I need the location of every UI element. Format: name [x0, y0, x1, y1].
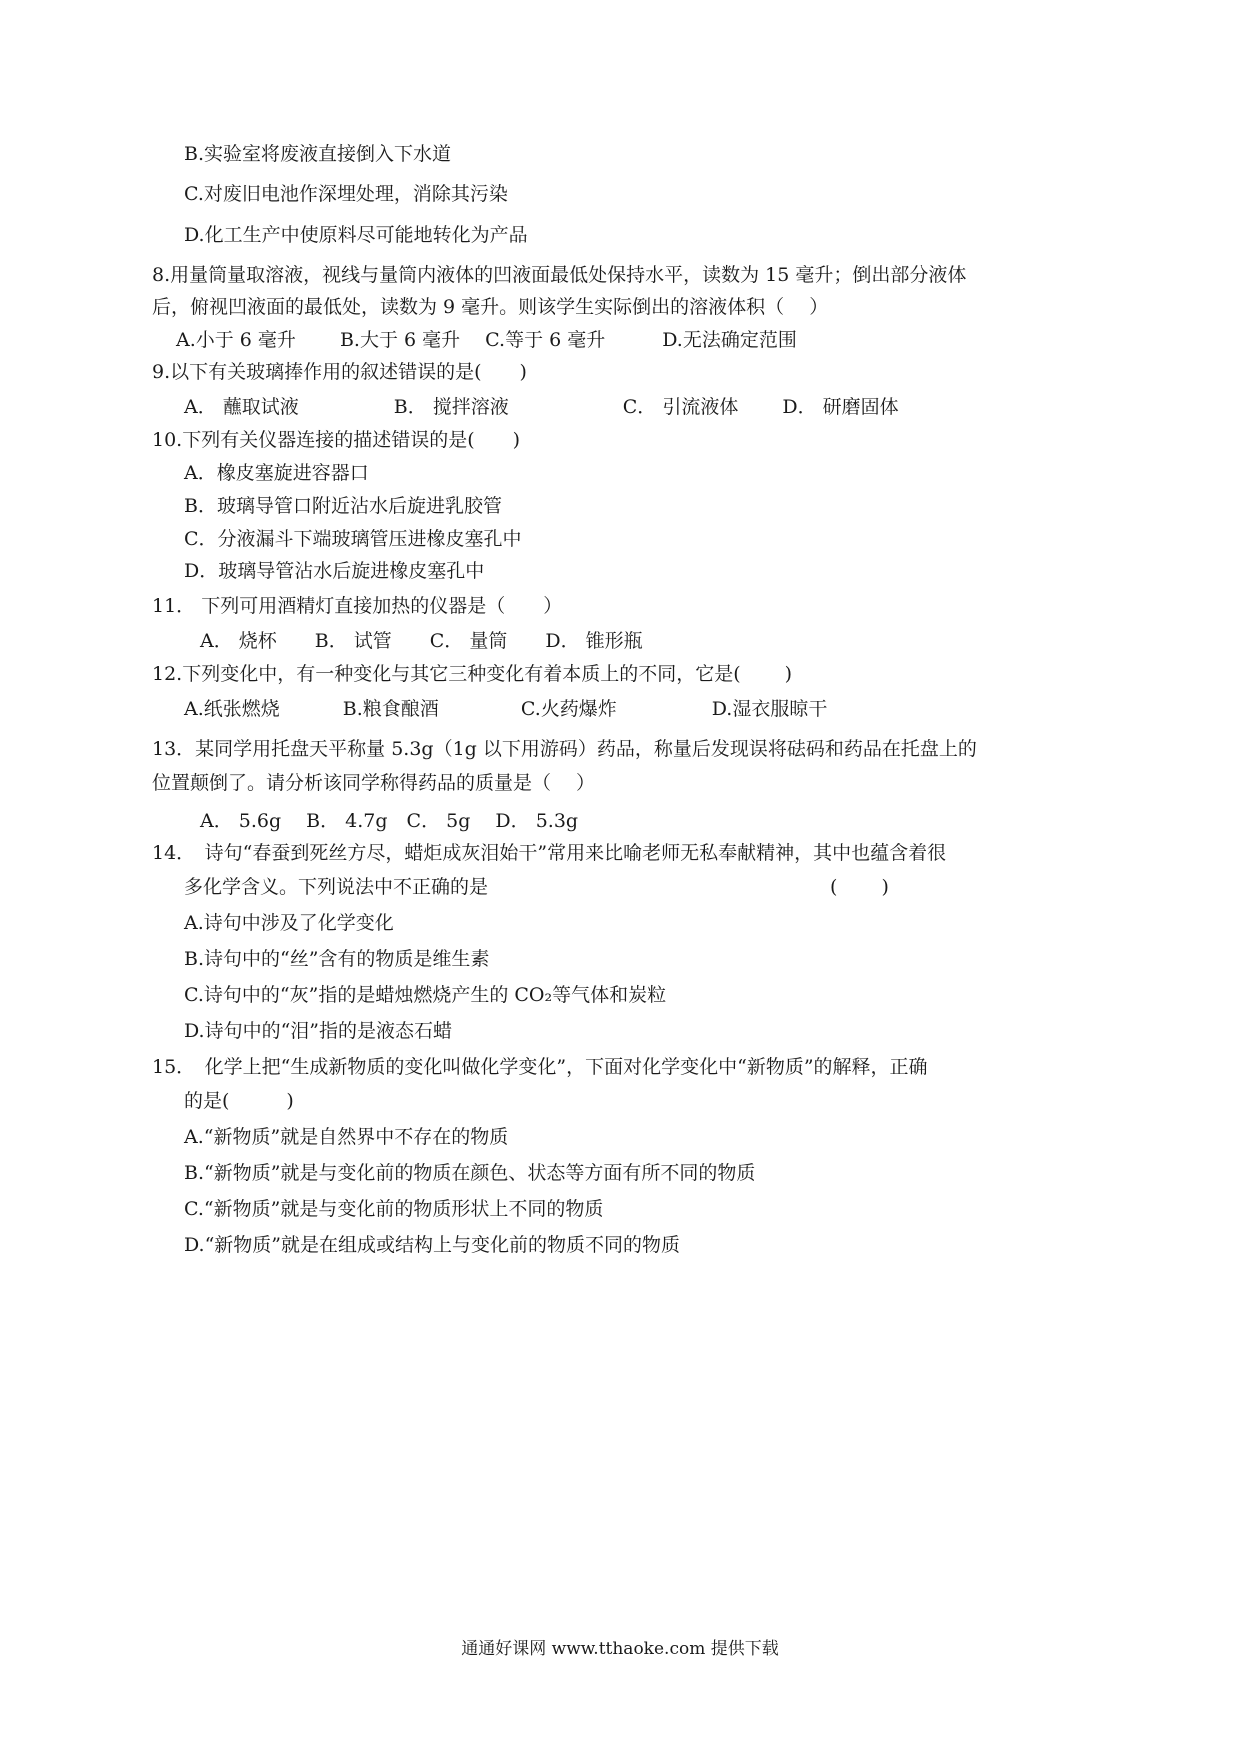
- q9-options: A． 蘸取试液 B． 搅拌溶液 C． 引流液体 D． 研磨固体: [184, 396, 899, 418]
- q10-stem: 10.下列有关仪器连接的描述错误的是( ): [152, 429, 521, 451]
- q10-option-b: B．玻璃导管口附近沾水后旋进乳胶管: [184, 495, 502, 517]
- q10-option-c: C．分液漏斗下端玻璃管压进橡皮塞孔中: [184, 528, 522, 550]
- q15-option-d: D.“新物质”就是在组成或结构上与变化前的物质不同的物质: [184, 1234, 681, 1256]
- q7-option-d: D.化工生产中使原料尽可能地转化为产品: [184, 224, 528, 246]
- q13-stem-line2: 位置颠倒了。请分析该同学称得药品的质量是（ ）: [152, 772, 596, 794]
- q8-stem-line2: 后，俯视凹液面的最低处，读数为 9 毫升。则该学生实际倒出的溶液体积（ ）: [152, 296, 829, 318]
- page-footer: 通通好课网 www.tthaoke.com 提供下载: [461, 1639, 779, 1659]
- q8-options: A.小于 6 毫升 B.大于 6 毫升 C.等于 6 毫升 D.无法确定范围: [176, 329, 797, 351]
- q15-option-c: C.“新物质”就是与变化前的物质形状上不同的物质: [184, 1198, 604, 1220]
- q14-option-c: C.诗句中的“灰”指的是蜡烛燃烧产生的 CO₂等气体和炭粒: [184, 984, 667, 1006]
- q11-stem: 11． 下列可用酒精灯直接加热的仪器是（ ）: [152, 595, 563, 617]
- q14-option-d: D.诗句中的“泪”指的是液态石蜡: [184, 1020, 453, 1042]
- q14-stem-line2: 多化学含义。下列说法中不正确的是 ( ): [184, 876, 889, 898]
- q10-option-d: D．玻璃导管沾水后旋进橡皮塞孔中: [184, 560, 485, 582]
- q13-stem-line1: 13．某同学用托盘天平称量 5.3g（1g 以下用游码）药品，称量后发现误将砝码和药品在托盘上的: [152, 738, 977, 760]
- q15-stem-line2: 的是( ): [184, 1090, 294, 1112]
- q7-option-c: C.对废旧电池作深埋处理，消除其污染: [184, 183, 508, 205]
- q14-stem-line1: 14． 诗句“春蚕到死丝方尽，蜡炬成灰泪始干”常用来比喻老师无私奉献精神，其中也蕴含着很: [152, 842, 947, 864]
- q11-options: A． 烧杯 B． 试管 C． 量筒 D． 锥形瓶: [200, 630, 643, 652]
- q14-option-a: A.诗句中涉及了化学变化: [184, 912, 394, 934]
- q7-option-b: B.实验室将废液直接倒入下水道: [184, 143, 452, 165]
- q12-options: A.纸张燃烧 B.粮食酿酒 C.火药爆炸 D.湿衣服晾干: [184, 698, 828, 720]
- q15-option-b: B.“新物质”就是与变化前的物质在颜色、状态等方面有所不同的物质: [184, 1162, 756, 1184]
- q15-stem-line1: 15． 化学上把“生成新物质的变化叫做化学变化”，下面对化学变化中“新物质”的解释，正确: [152, 1056, 928, 1078]
- q9-stem: 9.以下有关玻璃捧作用的叙述错误的是( ): [152, 361, 527, 383]
- q12-stem: 12.下列变化中，有一种变化与其它三种变化有着本质上的不同，它是( ): [152, 663, 793, 685]
- q14-option-b: B.诗句中的“丝”含有的物质是维生素: [184, 948, 490, 970]
- q13-options: A． 5.6g B． 4.7g C． 5g D． 5.3g: [200, 810, 579, 832]
- q8-stem-line1: 8.用量筒量取溶液，视线与量筒内液体的凹液面最低处保持水平，读数为 15 毫升；倒出部分液体: [152, 264, 967, 286]
- q10-option-a: A．橡皮塞旋进容器口: [184, 462, 369, 484]
- q15-option-a: A.“新物质”就是自然界中不存在的物质: [184, 1126, 509, 1148]
